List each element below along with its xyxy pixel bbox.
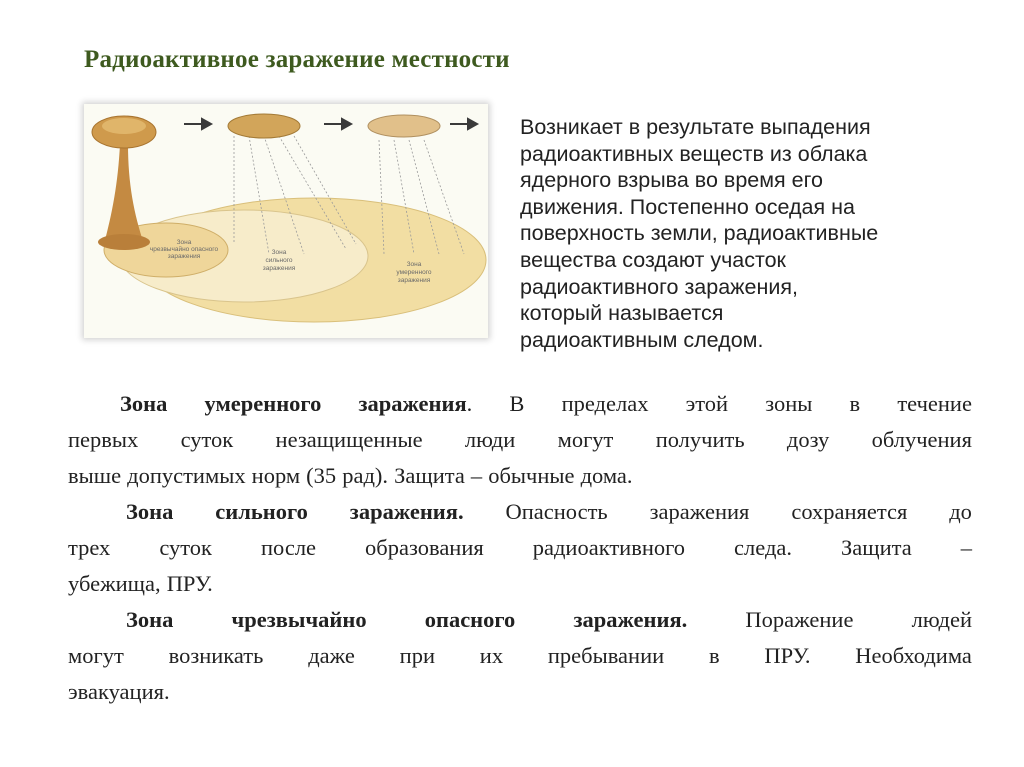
- word: убежища,: [68, 571, 161, 596]
- word: обычные: [488, 463, 575, 488]
- strong-zone-label: Зона сильного заражения: [262, 249, 296, 272]
- term-word: чрезвычайно: [231, 607, 367, 632]
- word: могут: [557, 427, 614, 452]
- word: Защита: [841, 535, 912, 560]
- intro-line: поверхность земли, радиоактивные: [520, 221, 879, 246]
- zones-description: [68, 386, 972, 710]
- justified-line: [68, 386, 972, 422]
- word: эвакуация.: [68, 679, 170, 704]
- word: допустимых: [127, 463, 246, 488]
- term-word: опасного: [424, 607, 516, 632]
- term-word: заражения.: [349, 499, 464, 524]
- word: норм: [251, 463, 301, 488]
- word: дома.: [580, 463, 633, 488]
- word: следа.: [734, 535, 793, 560]
- word: суток: [159, 535, 212, 560]
- word: этой: [685, 391, 729, 416]
- paragraph-strong-zone: [68, 494, 972, 602]
- word: сохраняется: [791, 499, 908, 524]
- word: выше: [68, 463, 122, 488]
- word: до: [949, 499, 972, 524]
- word: в: [849, 391, 861, 416]
- word: получить: [655, 427, 745, 452]
- term-word: Зона: [120, 391, 168, 416]
- intro-text: [520, 114, 990, 353]
- term-word: умеренного: [204, 391, 322, 416]
- word: люди: [464, 427, 516, 452]
- word: пределах: [561, 391, 649, 416]
- word: образования: [365, 535, 484, 560]
- word: незащищенные: [275, 427, 423, 452]
- word: зоны: [765, 391, 813, 416]
- word: Поражение: [745, 607, 854, 632]
- text-line: [68, 674, 972, 710]
- word: облучения: [871, 427, 972, 452]
- intro-line: движения. Постепенно оседая на: [520, 194, 855, 219]
- word: после: [260, 535, 317, 560]
- word: их: [479, 643, 504, 668]
- intro-line: вещества создают участок: [520, 247, 786, 272]
- moderate-zone-label: Зона умеренного заражения: [396, 261, 432, 284]
- term-word: Зона: [126, 607, 174, 632]
- justified-line: [68, 494, 972, 530]
- intro-line: радиоактивным следом.: [520, 327, 764, 352]
- word: течение: [897, 391, 972, 416]
- word: В: [509, 391, 525, 416]
- intro-line: радиоактивных веществ из облака: [520, 141, 868, 166]
- term-word: Зона: [126, 499, 174, 524]
- word: при: [399, 643, 435, 668]
- term-word: заражения.: [358, 391, 473, 416]
- term-word: сильного: [215, 499, 308, 524]
- justified-line: [68, 530, 972, 566]
- word: могут: [68, 643, 124, 668]
- word: Опасность: [505, 499, 608, 524]
- extreme-zone-label: Зона чрезвычайно опасного заражения: [149, 239, 219, 260]
- word: –: [470, 463, 483, 488]
- drifting-cloud-1: [228, 114, 300, 138]
- word: радиоактивного: [532, 535, 686, 560]
- page-title: Радиоактивное заражение местности: [84, 46, 510, 73]
- text-line: [68, 458, 972, 494]
- term-word: заражения.: [573, 607, 688, 632]
- word: Необходима: [855, 643, 972, 668]
- word: Защита: [394, 463, 465, 488]
- word: пребывании: [547, 643, 665, 668]
- word: заражения: [649, 499, 750, 524]
- justified-line: [68, 638, 972, 674]
- word: ПРУ.: [764, 643, 811, 668]
- text-line: [68, 566, 972, 602]
- intro-line: ядерного взрыва во время его: [520, 168, 823, 193]
- fallout-diagram: [84, 104, 488, 338]
- word: ПРУ.: [166, 571, 213, 596]
- word: (35: [306, 463, 337, 488]
- justified-line: [68, 602, 972, 638]
- word: дозу: [786, 427, 830, 452]
- word: в: [708, 643, 720, 668]
- word: первых: [68, 427, 139, 452]
- drifting-cloud-2: [368, 115, 440, 137]
- intro-line: Возникает в результате выпадения: [520, 115, 871, 139]
- intro-line: который называется: [520, 301, 724, 326]
- word: трех: [68, 535, 111, 560]
- word: возникать: [168, 643, 264, 668]
- word: даже: [308, 643, 355, 668]
- word: суток: [180, 427, 234, 452]
- justified-line: [68, 422, 972, 458]
- paragraph-moderate-zone: [68, 386, 972, 494]
- word: –: [960, 535, 972, 560]
- intro-line: радиоактивного заражения,: [520, 274, 799, 299]
- paragraph-extreme-zone: [68, 602, 972, 710]
- word: рад).: [342, 463, 389, 488]
- word: людей: [911, 607, 972, 632]
